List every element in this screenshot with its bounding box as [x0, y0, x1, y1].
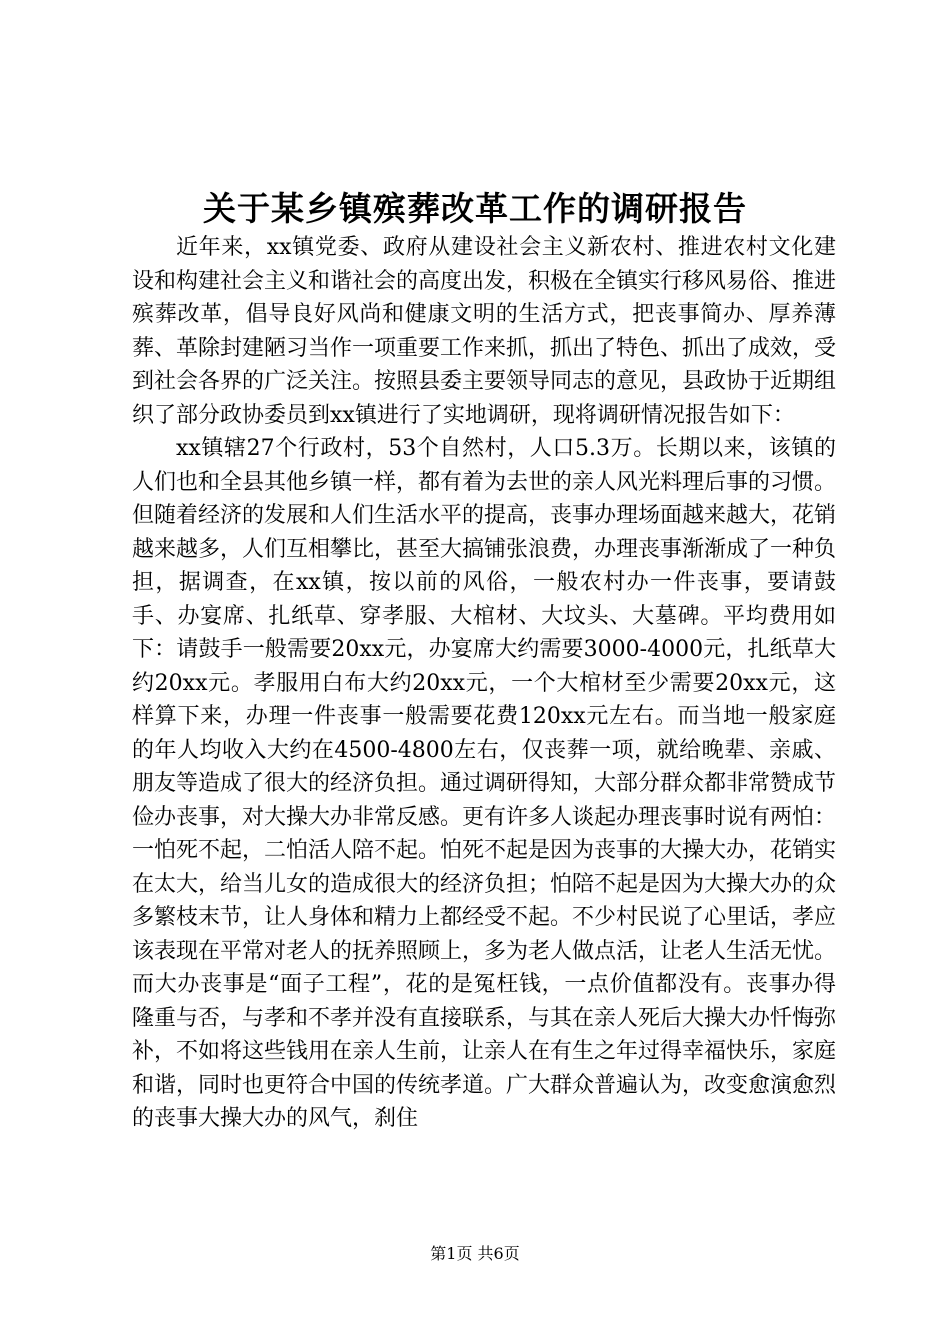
document-body [132, 231, 836, 1136]
document-title: 关于某乡镇殡葬改革工作的调研报告 [203, 189, 747, 228]
paragraph-intro: 近年来，xx镇党委、政府从建设社会主义新农村、推进农村文化建设和构建社会主义和谐社会的高度出发，积极在全镇实行移风易俗、推进殡葬改革，倡导良好风尚和健康文明的生活方式，把丧事简办、厚养薄葬、革除封建陋习当作一项重要工作来抓，抓出了特色、抓出了成效，受到社会各界的广泛关注。按照县委主要领导同志的意见，县政协于近期组织了部分政协委员到xx镇进行了实地调研，现将调研情况报告如下： [132, 235, 837, 428]
page-number-footer: 第1页 共6页 [430, 1244, 520, 1263]
paragraph-overview: xx镇辖27个行政村，53个自然村，人口5.3万。长期以来，该镇的人们也和全县其他乡镇一样，都有着为去世的亲人风光料理后事的习惯。但随着经济的发展和人们生活水平的提高，丧事办理场面越来越大，花销越来越多，人们互相攀比，甚至大搞铺张浪费，办理丧事渐渐成了一种负担，据调查，在xx镇，按以前的风俗，一般农村办一件丧事，要请鼓手、办宴席、扎纸草、穿孝服、大棺材、大坟头、大墓碑。平均费用如下：请鼓手一般需要20xx元，办宴席大约需要3000-4000元，扎纸草大约20xx元。孝服用白布大约20xx元，一个大棺材至少需要20xx元，这样算下来，办理一件丧事一般需要花费120xx元左右。而当地一般家庭的年人均收入大约在4500-4800左右，仅丧葬一项，就给晚辈、亲戚、朋友等造成了很大的经济负担。通过调研得知，大部分群众都非常赞成节俭办丧事，对大操大办非常反感。更有许多人谈起办理丧事时说有两怕：一怕死不起，二怕活人陪不起。怕死不起是因为丧事的大操大办，花销实在太大，给当儿女的造成很大的经济负担；怕陪不起是因为大操大办的众多繁枝末节，让人身体和精力上都经受不起。不少村民说了心里话，孝应该表现在平常对老人的抚养照顾上，多为老人做点活，让老人生活无忧。而大办丧事是“面子工程”，花的是冤枉钱，一点价值都没有。丧事办得隆重与否，与孝和不孝并没有直接联系，与其在亲人死后大操大办忏悔弥补，不如将这些钱用在亲人生前，让亲人在有生之年过得幸福快乐，家庭和谐，同时也更符合中国的传统孝道。广大群众普遍认为，改变愈演愈烈的丧事大操大办的风气，刹住 [132, 436, 837, 1131]
